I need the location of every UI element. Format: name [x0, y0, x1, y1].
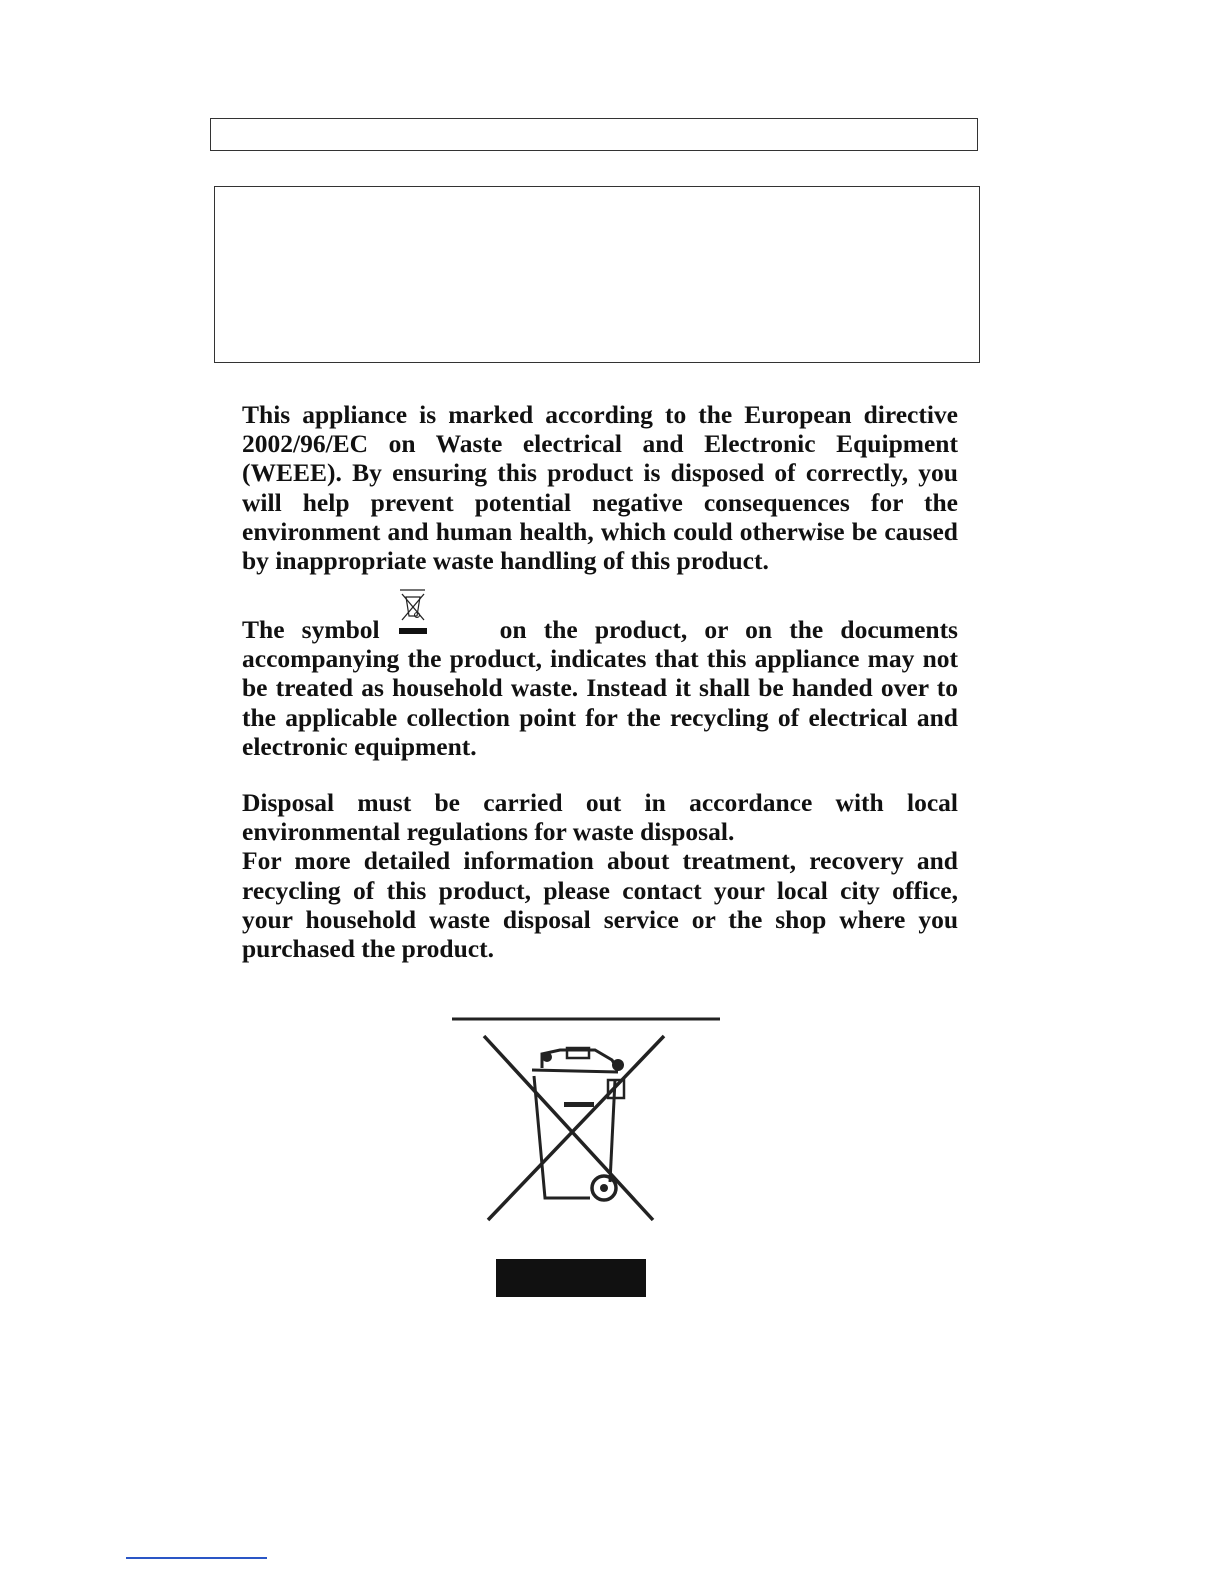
more-info-text: For more detailed information about treatment, recovery and recycling of this product, please contact your local city office, your household waste disposal service or the shop where you purchased the product.	[242, 846, 958, 964]
weee-paragraph-1	[242, 400, 958, 575]
symbol-explanation-text: on the product, or on the documents accompanying the product, indicates that this appliance may not be treated as household waste. Instead it shall be handed over to the applicable collection point for the recycling of electrical and electronic equipment.	[242, 615, 958, 761]
weee-large-icon	[450, 1012, 730, 1317]
disposal-regulation-text: Disposal must be carried out in accordance with local environmental regulations for waste disposal.	[242, 788, 958, 847]
footer-rule	[126, 1557, 267, 1559]
notice-box	[214, 186, 980, 363]
weee-inline-icon	[380, 615, 500, 644]
weee-paragraph-2	[242, 615, 958, 761]
symbol-lead-text: The symbol	[242, 615, 380, 644]
weee-paragraph-3	[242, 788, 958, 963]
header-box	[210, 118, 978, 151]
weee-directive-text: This appliance is marked according to the European directive 2002/96/EC on Waste electrical and Electronic Equipment (WEEE). By ensuring this product is disposed of correctly, you will help prevent potential negative consequences for the environment and human health, which could otherwise be caused by inappropriate waste handling of this product.	[242, 400, 958, 576]
symbol-meaning-text	[242, 615, 958, 761]
